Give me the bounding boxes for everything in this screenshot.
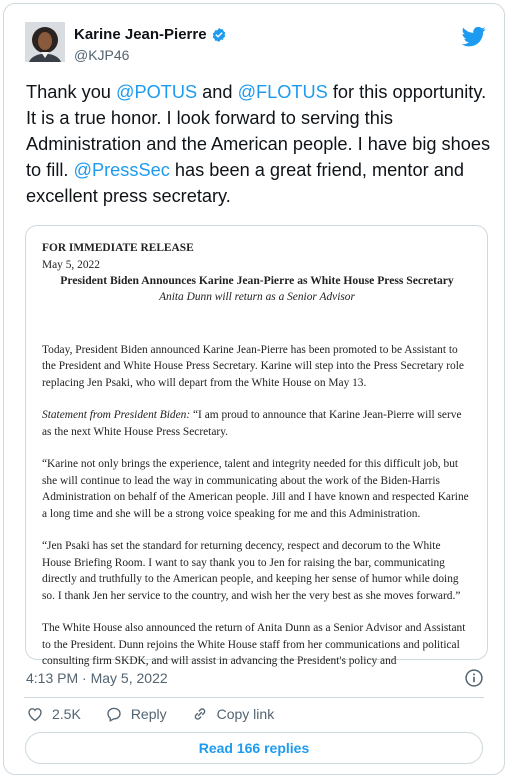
timestamp-separator: ·: [78, 670, 91, 686]
statement-text: “I am proud to announce that Karine Jean-Pierre will serve as the next White House Press Secretary.: [42, 409, 462, 438]
tweet-text: [26, 79, 496, 209]
document-paragraph: The White House also announced the return of Anita Dunn as a Senior Advisor and Assistant to the President. Dunn rejoins the White House staff from her communications and political consulting firm SKDK, and will assist in advancing the President's policy and: [42, 622, 466, 667]
like-count: 2.5K: [52, 706, 81, 722]
document-paragraph: Today, President Biden announced Karine Jean-Pierre has been promoted to be Assistant to the President and White House Press Secretary. Karine will step into the Press Secretary role replacing Jen Psaki, who will depart from the White House on May 13.: [42, 343, 464, 389]
document-paragraph: “Karine not only brings the experience, talent and integrity needed for this difficult job, but she will continue to lead the way in communicating about the work of the Biden-Harris Administration on behalf of the American people. Jill and I have known and respected Karine a long time and she will be a strong voice speaking for me and this Administration.: [42, 458, 469, 520]
document-paragraph: [42, 407, 472, 440]
reply-icon: [105, 705, 123, 723]
release-date: May 5, 2022: [42, 258, 100, 271]
document-title: President Biden Announces Karine Jean-Pierre as White House Press Secretary: [60, 274, 454, 287]
tweet-time: 4:13 PM: [26, 670, 79, 686]
tweet-text-segment: and: [197, 82, 238, 102]
avatar[interactable]: [25, 22, 65, 62]
avatar-image: [25, 22, 65, 62]
author-name[interactable]: Karine Jean-Pierre: [74, 26, 207, 43]
attached-image[interactable]: [25, 225, 488, 667]
tweet-card: [3, 3, 505, 775]
verified-badge-icon: [211, 27, 227, 43]
twitter-logo-icon[interactable]: [462, 24, 486, 48]
action-bar: [26, 705, 298, 723]
read-replies-button[interactable]: Read 166 replies: [25, 732, 483, 764]
divider: [24, 697, 484, 698]
copy-link-label: Copy link: [216, 706, 275, 722]
tweet-text-segment: for this opportunity. It is a true honor. I look forward to serving this Administration and the American people. I have big shoes to fill.: [26, 82, 491, 180]
link-icon: [191, 705, 209, 723]
reply-label: Reply: [130, 706, 167, 722]
press-release-document: [42, 240, 472, 670]
release-label: FOR IMMEDIATE RELEASE: [42, 242, 194, 254]
author-handle[interactable]: @KJP46: [74, 47, 130, 63]
tweet-text-segment: Thank you: [26, 82, 116, 102]
document-paragraph: “Jen Psaki has set the standard for returning decency, respect and decorum to the White House Briefing Room. I want to say thank you to Jen for raising the bar, communicating directly and truthfully to the American people, and keeping her sense of humor while doing so. I thank Jen her service to the country, and wish her the very best as she moves forward.”: [42, 540, 461, 602]
info-icon[interactable]: [464, 668, 484, 688]
tweet-text-segment: has been a great friend, mentor and excellent press secretary.: [26, 160, 465, 206]
tweet-date: May 5, 2022: [90, 670, 168, 686]
mention-presssec-link[interactable]: @PressSec: [73, 160, 170, 180]
statement-label: Statement from President Biden:: [42, 409, 191, 421]
mention-flotus-link[interactable]: @FLOTUS: [237, 82, 328, 102]
mention-potus-link[interactable]: @POTUS: [115, 82, 198, 102]
heart-icon: [26, 705, 44, 723]
tweet-timestamp[interactable]: [26, 670, 168, 686]
like-button[interactable]: [26, 705, 81, 723]
document-subtitle: Anita Dunn will return as a Senior Advisor: [159, 291, 355, 303]
reply-button[interactable]: [105, 705, 167, 723]
copy-link-button[interactable]: [191, 705, 275, 723]
